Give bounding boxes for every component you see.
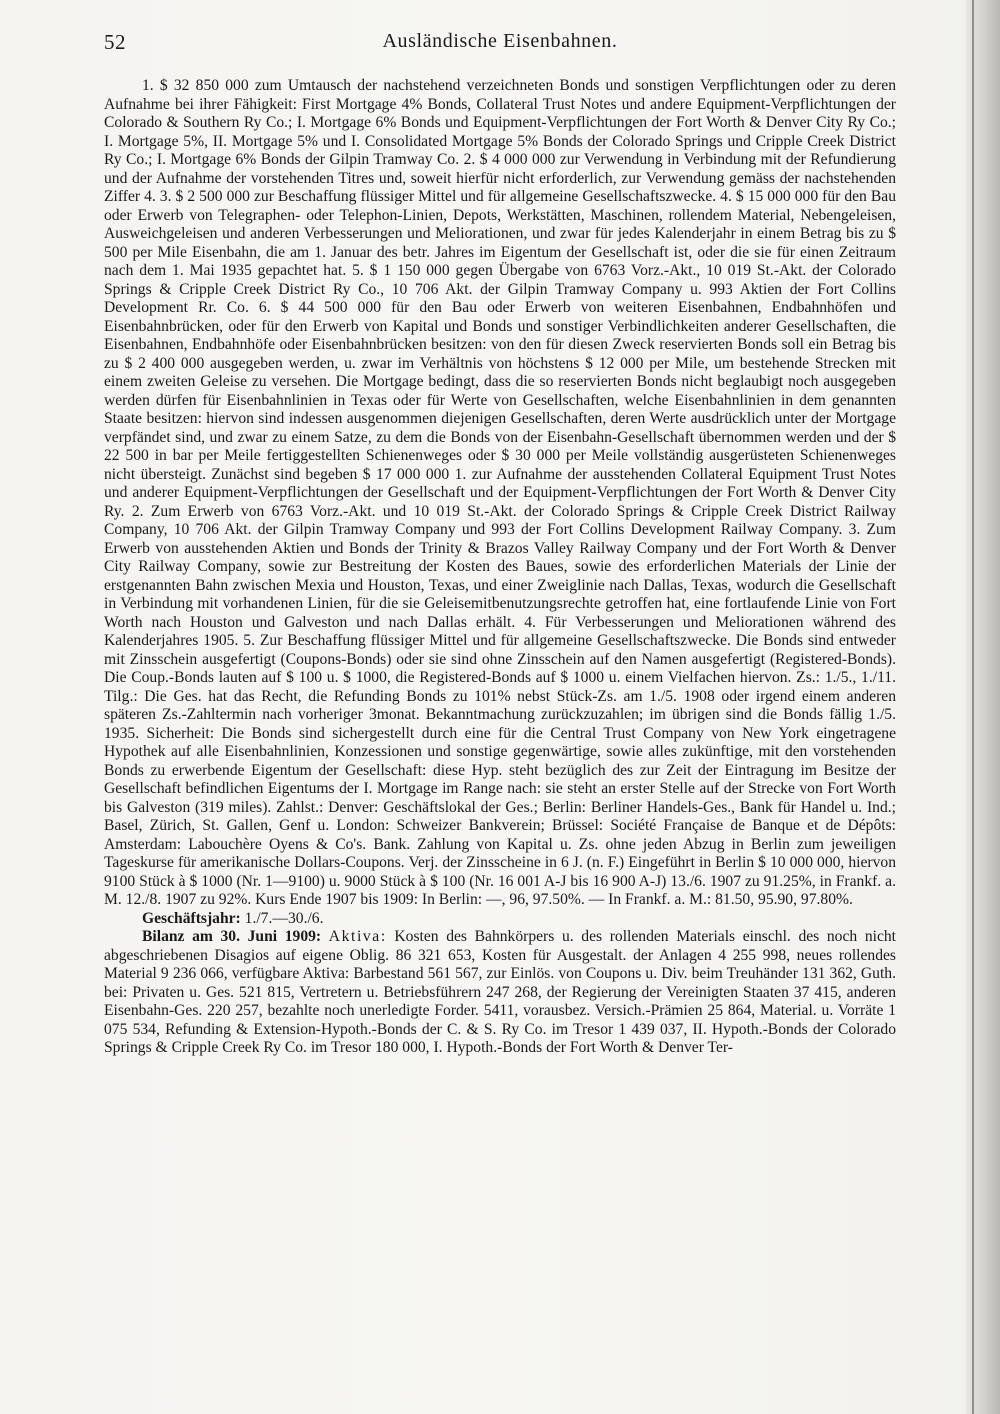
paragraph-fiscal-year	[104, 910, 896, 929]
page-edge-line	[972, 0, 974, 1414]
fiscal-year-value: 1./7.—30./6.	[244, 909, 324, 927]
balance-label: Bilanz am 30. Juni 1909:	[142, 928, 322, 945]
balance-text: Kosten des Bahnkörpers u. des rollenden Materials einschl. des noch nicht abgeschriebenen Disagios auf eigene Oblig. 86 321 653, Kosten für Ausgestalt. der Anlagen 4 255 998, neues rollendes Material 9 236 066, verfügbare Aktiva: Barbestand 561 567, zur Einlös. von Coupons u. Div. beim Treuhänder 131 362, Guth. bei: Privaten u. Ges. 521 815, Vertretern u. Betriebsführern 247 268, der Regierung der Vereinigten Staaten 37 415, anderen Eisenbahn-Ges. 220 257, bezahlte noch unerledigte Forder. 5411, vorausbez. Versich.-Prämien 25 864, Material. u. Vorräte 1 075 534, Refunding & Extension-Hypoth.-Bonds der C. & S. Ry Co. im Tresor 1 439 037, II. Hypoth.-Bonds der Colorado Springs & Cripple Creek Ry Co. im Tresor 180 000, I. Hypoth.-Bonds der Fort Worth & Denver Ter-	[104, 928, 897, 1056]
body-text	[104, 77, 896, 1058]
fiscal-year-label: Geschäftsjahr:	[142, 909, 241, 927]
paragraph-balance	[104, 928, 896, 1058]
page-number: 52	[104, 30, 126, 54]
running-title: Ausländische Eisenbahnen.	[382, 30, 618, 52]
assets-label: Aktiva:	[328, 928, 387, 945]
page-header	[104, 30, 896, 60]
paragraph-main: 1. $ 32 850 000 zum Umtausch der nachstehend verzeichneten Bonds und sonstigen Verpflichtungen oder zu deren Aufnahme bei ihrer Fähigkeit: First Mortgage 4% Bonds, Collateral Trust Notes und andere Equipment-Verpflichtungen der Colorado & Southern Ry Co.; I. Mortgage 6% Bonds und Equipment-Verpflichtungen der Fort Worth & Denver City Ry Co.; I. Mortgage 5%, II. Mortgage 5% und I. Consolidated Mortgage 5% Bonds der Colorado Springs und Cripple Creek District Ry Co.; I. Mortgage 6% Bonds der Gilpin Tramway Co. 2. $ 4 000 000 zur Verwendung in Verbindung mit der Refundierung und der Aufnahme der vorstehenden Titres und, soweit hierfür nicht erforderlich, zur Verwendung gemäss der nachstehenden Ziffer 4. 3. $ 2 500 000 zur Beschaffung flüssiger Mittel und für allgemeine Gesellschaftszwecke. 4. $ 15 000 000 für den Bau oder Erwerb von Telegraphen- oder Telephon-Linien, Depots, Werkstätten, Maschinen, rollendem Material, Nebengeleisen, Ausweichgeleisen und anderen Verbesserungen und Meliorationen, und zwar für jedes Kalenderjahr in einem Betrag bis zu $ 500 per Mile Eisenbahn, die am 1. Januar des betr. Jahres im Eigentum der Gesellschaft ist, oder die sie für einen Zeitraum nach dem 1. Mai 1935 gepachtet hat. 5. $ 1 150 000 gegen Übergabe von 6763 Vorz.-Akt., 10 019 St.-Akt. der Colorado Springs & Cripple Creek District Ry Co., 10 706 Akt. der Gilpin Tramway Company u. 993 Aktien der Fort Collins Development Rr. Co. 6. $ 44 500 000 für den Bau oder Erwerb von weiteren Eisenbahnen, Endbahnhöfen und Eisenbahnbrücken, oder für den Erwerb von Kapital und Bonds und sonstiger Verbindlichkeiten anderer Gesellschaften, die Eisenbahnen, Endbahnhöfe oder Eisenbahnbrücken besitzen: von den für diesen Zweck reservierten Bonds soll ein Betrag bis zu $ 2 400 000 ausgegeben werden, u. zwar im Verhältnis von höchstens $ 12 000 per Mile, um bestehende Strecken mit einem zweiten Geleise zu versehen. Die Mortgage bedingt, dass die so reservierten Bonds nicht beglaubigt noch ausgegeben werden dürfen für Eisenbahnlinien in Texas oder für Werte von Gesellschaften, welche Eisenbahnlinien in dem genannten Staate besitzen: hiervon sind indessen ausgenommen diejenigen Gesellschaften, deren Werte ausdrücklich unter der Mortgage verpfändet sind, und zwar zu einem Satze, zu dem die Bonds von der Eisenbahn-Gesellschaft übernommen werden und der $ 22 500 in bar per Meile fertiggestellten Schienenweges oder $ 30 000 per Meile vollständig ausgerüsteten Schienenweges nicht übersteigt. Zunächst sind begeben $ 17 000 000 1. zur Aufnahme der ausstehenden Collateral Equipment Trust Notes und anderer Equipment-Verpflichtungen der Gesellschaft und der Equipment-Verpflichtungen der Fort Worth & Denver City Ry. 2. Zum Erwerb von 6763 Vorz.-Akt. und 10 019 St.-Akt. der Colorado Springs & Cripple Creek District Railway Company, 10 706 Akt. der Gilpin Tramway Company und 993 der Fort Collins Development Railway Company. 3. Zum Erwerb von ausstehenden Aktien und Bonds der Trinity & Brazos Valley Railway Company und der Fort Worth & Denver City Railway Company, sowie zur Bestreitung der Kosten des Baues, sowie des erforderlichen Materials der Linie der erstgenannten Bahn zwischen Mexia und Houston, Texas, und einer Zweiglinie nach Dallas, Texas, wodurch die Gesellschaft in Verbindung mit vorhandenen Linien, für die sie Geleisemitbenutzungsrechte getroffen hat, eine fortlaufende Linie von Fort Worth nach Houston und Galveston und nach Dallas erhält. 4. Für Verbesserungen und Meliorationen während des Kalenderjahres 1905. 5. Zur Beschaffung flüssiger Mittel und für allgemeine Gesellschaftszwecke. Die Bonds sind entweder mit Zinsschein ausgefertigt (Coupons-Bonds) oder sie sind ohne Zinsschein auf den Namen ausgefertigt (Registered-Bonds). Die Coup.-Bonds lauten auf $ 100 u. $ 1000, die Registered-Bonds auf $ 1000 u. einem Vielfachen hiervon. Zs.: 1./5., 1./11. Tilg.: Die Ges. hat das Recht, die Refunding Bonds zu 101% nebst Stück-Zs. am 1./5. 1908 oder irgend einem anderen späteren Zs.-Zahltermin nach vorheriger 3monat. Bekanntmachung zurückzuzahlen; im übrigen sind die Bonds fällig 1./5. 1935. Sicherheit: Die Bonds sind sichergestellt durch eine für die Central Trust Company von New York eingetragene Hypothek auf alle Eisenbahnlinien, Konzessionen und sonstige gegenwärtige, sowie alles zukünftige, mit den vorstehenden Bonds zu erwerbende Eigentum der Gesellschaft: diese Hyp. steht bezüglich des zur Zeit der Eintragung im Besitze der Gesellschaft befindlichen Eigentums der I. Mortgage im Range nach: sie steht an erster Stelle auf der Strecke von Fort Worth bis Galveston (319 miles). Zahlst.: Denver: Geschäftslokal der Ges.; Berlin: Berliner Handels-Ges., Bank für Handel u. Ind.; Basel, Zürich, St. Gallen, Genf u. London: Schweizer Bankverein; Brüssel: Société Française de Banque et de Dépôts: Amsterdam: Labouchère Oyens & Co's. Bank. Zahlung von Kapital u. Zs. ohne jeden Abzug in Berlin zum jeweiligen Tageskurse für amerikanische Dollars-Coupons. Verj. der Zinsscheine in 6 J. (n. F.) Eingeführt in Berlin $ 10 000 000, hiervon 9100 Stück à $ 1000 (Nr. 1—9100) u. 9000 Stück à $ 100 (Nr. 16 001 A-J bis 16 900 A-J) 13./6. 1907 zu 91.25%, in Frankf. a. M. 12./8. 1907 zu 92%. Kurs Ende 1907 bis 1909: In Berlin: —, 96, 97.50%. — In Frankf. a. M.: 81.50, 95.90, 97.80%.	[104, 77, 896, 908]
